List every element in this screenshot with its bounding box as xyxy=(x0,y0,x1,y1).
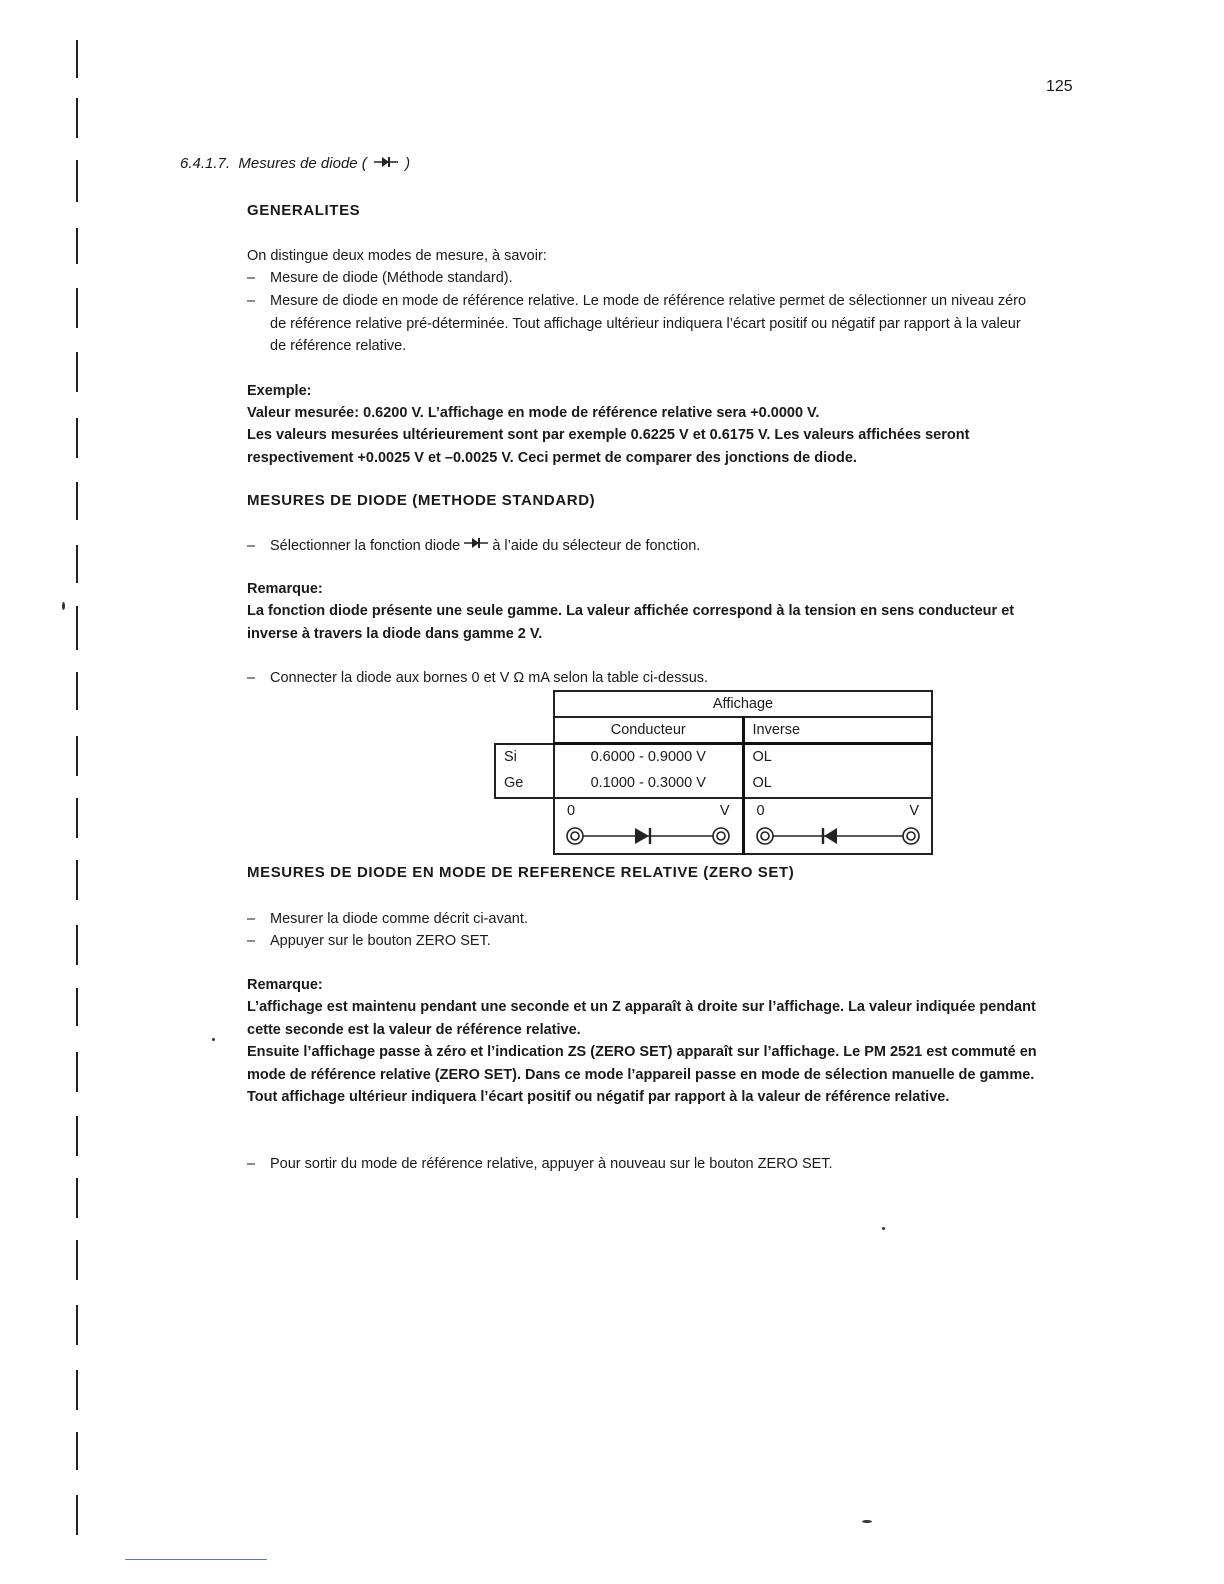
scan-speck xyxy=(882,1227,885,1230)
terminal-0-label: 0 xyxy=(756,803,765,819)
relative-exit-step: Pour sortir du mode de référence relative, appuyer à nouveau sur le bouton ZERO SET. xyxy=(270,1156,833,1172)
exemple-label: Exemple: xyxy=(247,383,312,399)
section-title-text: Mesures de diode ( xyxy=(238,155,367,172)
terminal-v-label: V xyxy=(719,803,730,819)
exemple-line-1: Valeur mesurée: 0.6200 V. L’affichage en mode de référence relative sera +0.0000 V. xyxy=(247,405,820,421)
section-number: 6.4.1.7. xyxy=(180,155,231,172)
reverse-diode-icon xyxy=(753,823,923,849)
table-row-material: Si xyxy=(495,744,554,770)
generalites-item-2: Mesure de diode en mode de référence relative. Le mode de référence relative permet de sélectionner un niveau zéro de référence relative pré-déterminée. Tout affichage ultérieur indiquera l’écart positif ou négatif par rapport à la valeur de référence relative. xyxy=(270,293,1027,354)
table-row xyxy=(495,744,932,770)
forward-diode-diagram xyxy=(554,823,743,854)
scan-speck xyxy=(862,1520,872,1523)
table-header-affichage: Affichage xyxy=(554,691,932,717)
margin-mark xyxy=(76,1432,78,1470)
terminal-v-label: V xyxy=(909,803,919,819)
reverse-diode-diagram xyxy=(743,823,932,854)
list-dash: – xyxy=(247,670,256,686)
generalites-item-1: Mesure de diode (Méthode standard). xyxy=(270,270,513,286)
relative-remark-label: Remarque: xyxy=(247,977,323,993)
table-cell-conducteur: 0.1000 - 0.3000 V xyxy=(554,769,743,798)
margin-mark xyxy=(76,925,78,965)
table-row xyxy=(495,769,932,798)
terminal-labels-conducteur xyxy=(554,798,743,823)
page-number: 125 xyxy=(1046,78,1073,95)
scan-speck xyxy=(212,1038,215,1041)
margin-mark xyxy=(76,988,78,1026)
standard-heading: MESURES DE DIODE (METHODE STANDARD) xyxy=(247,492,596,509)
table-cell-inverse: OL xyxy=(743,769,932,798)
margin-mark xyxy=(76,418,78,458)
table-col-inverse: Inverse xyxy=(743,717,932,744)
margin-mark xyxy=(76,798,78,838)
list-dash: – xyxy=(247,293,256,309)
list-dash: – xyxy=(247,1156,256,1172)
margin-mark xyxy=(76,1052,78,1092)
margin-mark xyxy=(76,160,78,202)
table-cell-conducteur: 0.6000 - 0.9000 V xyxy=(554,744,743,770)
margin-mark xyxy=(76,545,78,583)
generalites-heading: GENERALITES xyxy=(247,202,361,219)
relative-remark-p1: L’affichage est maintenu pendant une seconde et un Z apparaît à droite sur l’affichage. La valeur indiquée pendant cette seconde est la valeur de référence relative. xyxy=(247,999,1036,1038)
relative-remark-p2: Ensuite l’affichage passe à zéro et l’indication ZS (ZERO SET) apparaît sur l’affichage. Le PM 2521 est commuté en mode de référence relative (ZERO SET). Dans ce mode l’appareil passe en mode de sélection manuelle de gamme. Tout affichage ultérieur indiquera l’écart positif ou négatif par rapport à la valeur de référence relative. xyxy=(247,1044,1037,1105)
margin-mark xyxy=(76,606,78,650)
margin-mark xyxy=(76,1495,78,1535)
margin-mark xyxy=(76,672,78,710)
list-dash: – xyxy=(247,911,256,927)
scan-speck xyxy=(62,602,65,610)
list-dash: – xyxy=(247,538,256,554)
step-1-text-b: à l’aide du sélecteur de fonction. xyxy=(492,538,701,554)
relative-heading: MESURES DE DIODE EN MODE DE REFERENCE RELATIVE (ZERO SET) xyxy=(247,864,795,881)
margin-mark xyxy=(76,288,78,328)
margin-mark xyxy=(76,98,78,138)
standard-step-1 xyxy=(270,535,1050,558)
section-title-close: ) xyxy=(405,155,411,172)
margin-mark xyxy=(76,40,78,78)
margin-mark xyxy=(76,1240,78,1280)
section-title xyxy=(180,155,410,173)
forward-diode-icon xyxy=(563,823,733,849)
list-dash: – xyxy=(247,933,256,949)
margin-mark xyxy=(76,1370,78,1410)
standard-remark-text: La fonction diode présente une seule gamme. La valeur affichée correspond à la tension en sens conducteur et inverse à travers la diode dans gamme 2 V. xyxy=(247,603,1015,642)
generalites-intro: On distingue deux modes de mesure, à savoir: xyxy=(247,248,547,264)
terminal-0-label: 0 xyxy=(567,803,576,819)
standard-remark-label: Remarque: xyxy=(247,581,323,597)
step-1-text-a: Sélectionner la fonction diode xyxy=(270,538,461,554)
diode-symbol-icon xyxy=(374,155,398,173)
margin-mark xyxy=(76,860,78,900)
table-cell-inverse: OL xyxy=(743,744,932,770)
margin-mark xyxy=(76,1116,78,1156)
terminal-labels-inverse xyxy=(743,798,932,823)
standard-step-2: Connecter la diode aux bornes 0 et V Ω mA selon la table ci-dessus. xyxy=(270,670,709,686)
margin-mark xyxy=(76,1178,78,1218)
table-col-conducteur: Conducteur xyxy=(554,717,743,744)
exemple-line-2: Les valeurs mesurées ultérieurement sont par exemple 0.6225 V et 0.6175 V. Les valeurs affichées seront respectivement +0.0025 V et –0.0025 V. Ceci permet de comparer des jonctions de diode. xyxy=(247,427,970,466)
bottom-rule xyxy=(125,1559,267,1560)
diode-symbol-icon xyxy=(464,538,492,554)
margin-mark xyxy=(76,352,78,392)
list-dash: – xyxy=(247,270,256,286)
diode-display-table xyxy=(494,690,933,855)
margin-mark xyxy=(76,482,78,520)
margin-mark xyxy=(76,228,78,264)
margin-mark xyxy=(76,1305,78,1345)
margin-mark xyxy=(76,736,78,776)
relative-step-1: Mesurer la diode comme décrit ci-avant. xyxy=(270,911,528,927)
relative-step-2: Appuyer sur le bouton ZERO SET. xyxy=(270,933,491,949)
table-row-material: Ge xyxy=(495,769,554,798)
